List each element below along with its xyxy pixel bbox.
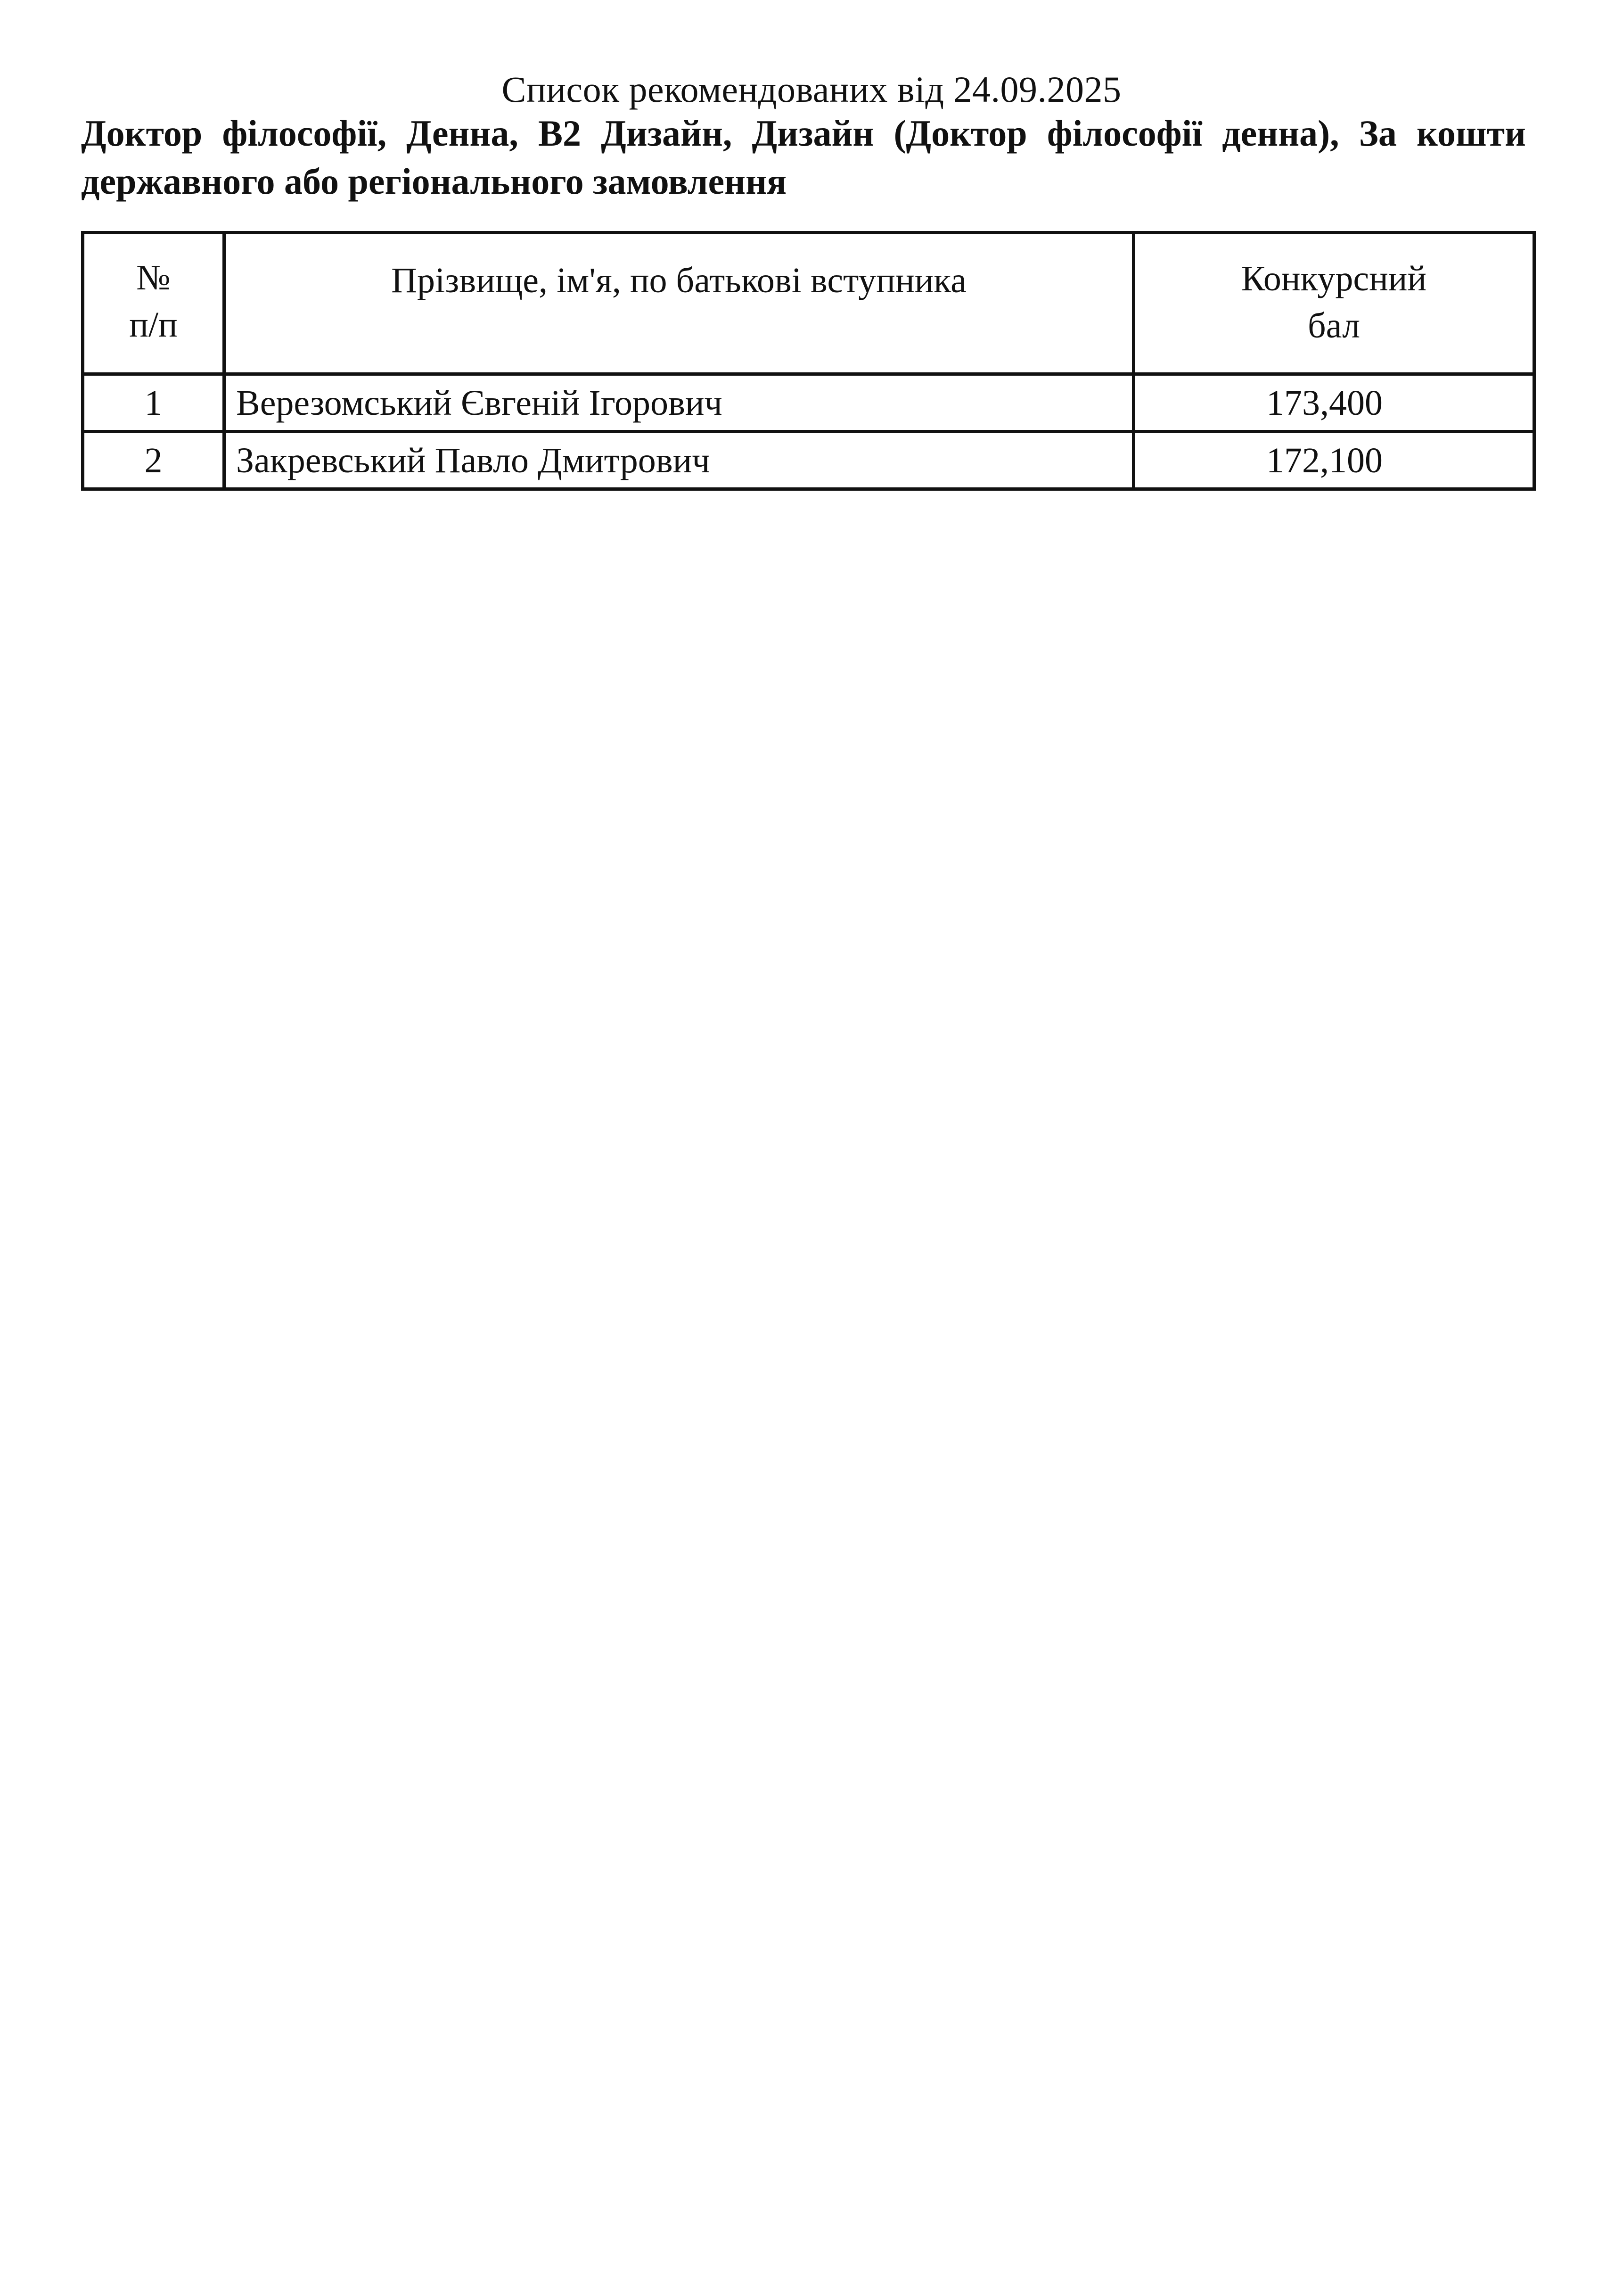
header-number-abbrev: п/п bbox=[129, 305, 178, 345]
header-number bbox=[83, 233, 224, 374]
table-row bbox=[83, 374, 1534, 432]
row-number: 2 bbox=[83, 432, 224, 489]
header-number-symbol: № bbox=[136, 258, 171, 297]
applicant-score: 173,400 bbox=[1134, 374, 1534, 432]
header-score-line2: бал bbox=[1308, 306, 1360, 346]
recommended-list-date: Список рекомендованих від 24.09.2025 bbox=[501, 69, 1122, 110]
header-score bbox=[1134, 233, 1534, 374]
program-heading: Доктор філософії, Денна, B2 Дизайн, Дизайн (Доктор філософії денна), За кошти державного або регіонального замовлення bbox=[81, 113, 1526, 202]
table-header-row bbox=[83, 233, 1534, 374]
applicant-score: 172,100 bbox=[1134, 432, 1534, 489]
applicant-name: Закревський Павло Дмитрович bbox=[224, 432, 1134, 489]
applicant-name: Верезомський Євгеній Ігорович bbox=[224, 374, 1134, 432]
recommended-applicants-table bbox=[81, 231, 1536, 491]
header-full-name: Прізвище, ім'я, по батькові вступника bbox=[224, 233, 1134, 374]
row-number: 1 bbox=[83, 374, 224, 432]
header-score-line1: Конкурсний bbox=[1241, 259, 1427, 298]
table-row bbox=[83, 432, 1534, 489]
